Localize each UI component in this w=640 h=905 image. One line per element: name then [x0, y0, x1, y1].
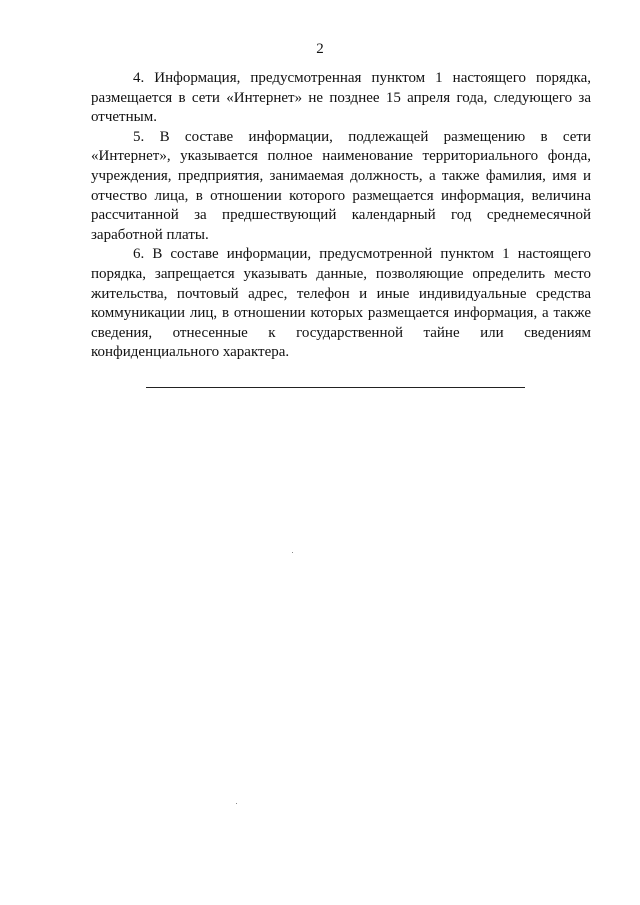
paragraph-6: 6. В составе информации, предусмотренной пунктом 1 настоящего порядка, запрещается указывать данные, позволяющие определить место жительства, почтовый адрес, телефон и иные индивидуальные средства коммуникации лиц, в отношении которых размещается информация, а также сведения, отнесенные к государственной тайне или сведениям конфиденциального характера.	[91, 246, 591, 361]
paragraph-4: 4. Информация, предусмотренная пунктом 1 настоящего порядка, размещается в сети «Интернет» не позднее 15 апреля года, следующего за отчетным.	[91, 70, 591, 126]
scan-speck	[292, 552, 293, 553]
paragraph-5: 5. В составе информации, подлежащей размещению в сети «Интернет», указывается полное наименование территориального фонда, учреждения, предприятия, занимаемая должность, а также фамилия, имя и отчество лица, в отношении которого размещается информация, величина рассчитанной за предшествующий календарный год среднемесячной заработной платы.	[91, 128, 591, 243]
page-number: 2	[316, 41, 324, 57]
document-body	[91, 69, 591, 363]
scan-speck	[236, 803, 237, 804]
end-separator-line	[146, 387, 525, 388]
